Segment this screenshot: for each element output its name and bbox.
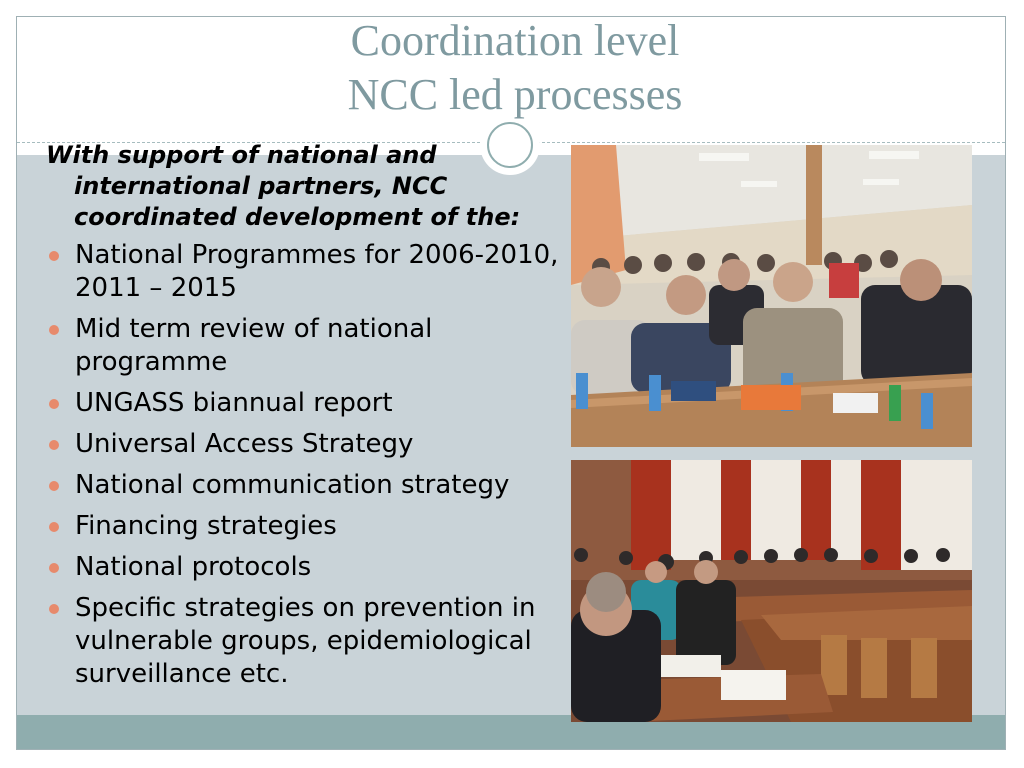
bullet-text: UNGASS biannual report <box>75 388 393 418</box>
bullet-text: National protocols <box>75 552 312 582</box>
bullet-dot-icon <box>49 604 59 614</box>
bullet-text: National Programmes for 2006-2010, 2011 – 2015 <box>75 240 559 303</box>
bullet-dot-icon <box>49 440 59 450</box>
meeting-photo-bottom <box>571 460 972 722</box>
bullet-item <box>46 469 566 502</box>
bullet-text: Mid term review of national programme <box>75 314 433 377</box>
bullet-dot-icon <box>49 325 59 335</box>
meeting-photo-top <box>571 145 972 447</box>
bullet-dot-icon <box>49 399 59 409</box>
bullet-item <box>46 592 566 691</box>
bullet-dot-icon <box>49 251 59 261</box>
bullet-item <box>46 428 566 461</box>
bullet-text: Financing strategies <box>75 511 337 541</box>
bullet-text: Specific strategies on prevention in vulnerable groups, epidemiological surveillance etc. <box>75 593 536 689</box>
bullet-dot-icon <box>49 481 59 491</box>
bullet-item <box>46 239 566 305</box>
bullet-item <box>46 510 566 543</box>
title-line-2: NCC led processes <box>347 70 683 119</box>
bullet-item <box>46 387 566 420</box>
bullet-dot-icon <box>49 563 59 573</box>
bullet-dot-icon <box>49 522 59 532</box>
bullet-item <box>46 551 566 584</box>
bullet-text: National communication strategy <box>75 470 510 500</box>
title-line-1: Coordination level <box>350 16 680 65</box>
bullet-text: Universal Access Strategy <box>75 429 414 459</box>
slide-content <box>46 140 566 699</box>
slide-title <box>120 14 910 122</box>
bullet-list <box>46 239 566 691</box>
bullet-item <box>46 313 566 379</box>
intro-text: With support of national and international partners, NCC coordinated development of the: <box>46 141 521 231</box>
